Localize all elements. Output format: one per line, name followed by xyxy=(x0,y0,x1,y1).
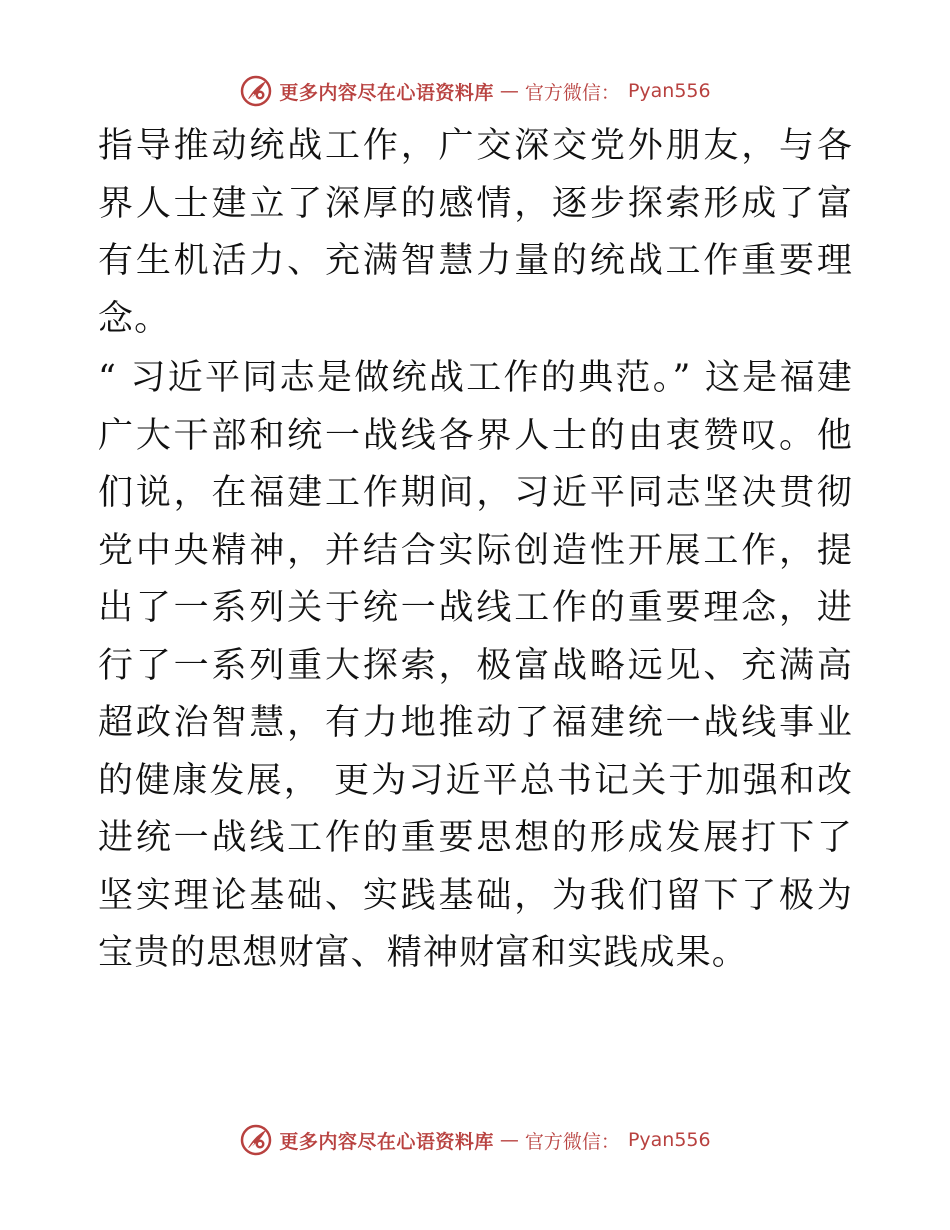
footer-watermark-banner xyxy=(0,1120,950,1160)
banner-tail: 官方微信： xyxy=(524,81,620,104)
banner-text: 更多内容尽在心语资料库 xyxy=(279,1130,494,1153)
document-body xyxy=(98,118,853,983)
quill-circle-icon xyxy=(239,74,273,108)
banner-handle: Pyan556 xyxy=(627,1129,711,1151)
paragraph: 指导推动统战工作，广交深交党外朋友，与各界人士建立了深厚的感情，逐步探索形成了富有生机活力、充满智慧力量的统战工作重要理念。 xyxy=(98,126,853,339)
header-watermark-banner xyxy=(0,71,950,111)
banner-text: 更多内容尽在心语资料库 xyxy=(279,81,494,104)
banner-handle: Pyan556 xyxy=(627,80,711,102)
banner-tail: 官方微信： xyxy=(524,1130,620,1153)
paragraph: “ 习近平同志是做统战工作的典范。” 这是福建广大干部和统一战线各界人士的由衷赞叹。他们说，在福建工作期间，习近平同志坚决贯彻党中央精神，并结合实际创造性开展工作，提出了一系列关于统一战线工作的重要理念，进行了一系列重大探索，极富战略远见、充满高超政治智慧，有力地推动了福建统一战线事业的健康发展， 更为习近平总书记关于加强和改进统一战线工作的重要思想的形成发展打下了坚实理论基础、实践基础，为我们留下了极为宝贵的思想财富、精神财富和实践成果。 xyxy=(98,358,853,973)
banner-dash: — xyxy=(499,1129,519,1151)
banner-dash: — xyxy=(499,80,519,102)
quill-circle-icon xyxy=(239,1123,273,1157)
